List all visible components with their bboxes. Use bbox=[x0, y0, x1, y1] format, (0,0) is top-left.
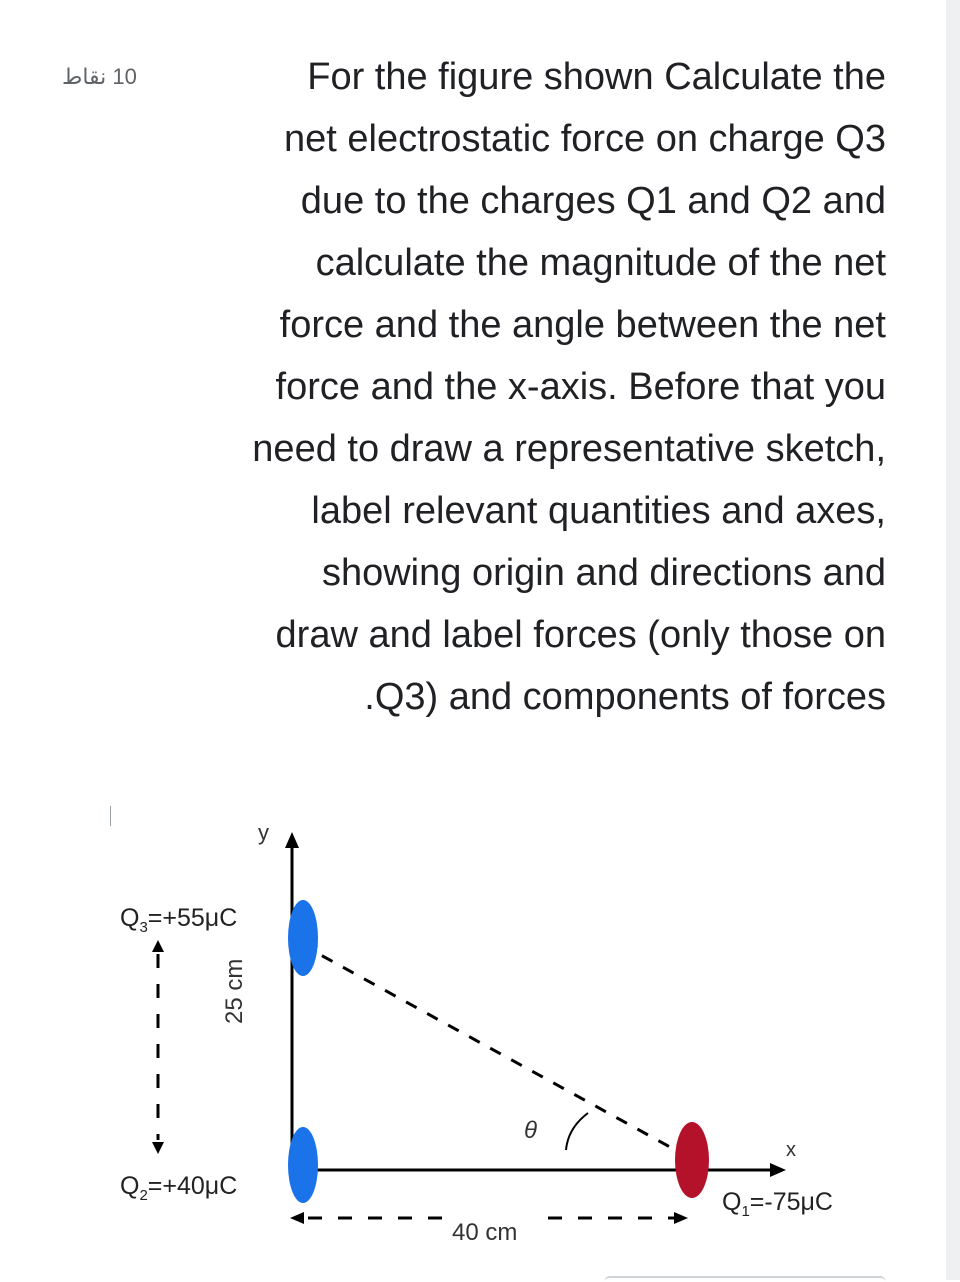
y-axis-label: y bbox=[258, 820, 269, 845]
theta-angle-arc bbox=[566, 1113, 588, 1150]
question-line: net electrostatic force on charge Q3 bbox=[284, 118, 886, 160]
q2-charge bbox=[288, 1127, 318, 1203]
vertical-distance-label: 25 cm bbox=[221, 958, 248, 1024]
q1-label: $Q_1=-75\mu C$ bbox=[722, 1188, 833, 1220]
theta-label: θ bbox=[524, 1117, 538, 1144]
question-line: .Q3) and components of forces bbox=[364, 676, 886, 718]
q1-q3-dashed-line bbox=[308, 948, 690, 1158]
question-line: due to the charges Q1 and Q2 and bbox=[300, 180, 886, 222]
x-axis-arrow-icon bbox=[770, 1163, 786, 1177]
horizontal-distance-label: 40 cm bbox=[452, 1219, 518, 1246]
vertical-dim-up-arrow-icon bbox=[152, 940, 164, 952]
question-text bbox=[140, 46, 886, 728]
question-line: force and the angle between the net bbox=[279, 304, 886, 346]
q2-label: $Q_2=+40\mu C$ bbox=[120, 1172, 238, 1204]
question-line: draw and label forces (only those on bbox=[275, 614, 886, 656]
charges-figure bbox=[0, 780, 960, 1260]
bottom-sheet-edge bbox=[604, 1276, 886, 1282]
q3-charge bbox=[288, 900, 318, 976]
x-axis-label: x bbox=[786, 1139, 796, 1161]
q3-label: $Q_3=+55\mu C$ bbox=[120, 904, 238, 936]
question-line: showing origin and directions and bbox=[321, 552, 886, 594]
question-line: need to draw a representative sketch, bbox=[252, 428, 886, 470]
y-axis-arrow-icon bbox=[285, 832, 299, 848]
vertical-dim-down-arrow-icon bbox=[152, 1142, 164, 1154]
points-label: 10 نقاط bbox=[62, 64, 137, 89]
question-line: calculate the magnitude of the net bbox=[315, 242, 886, 284]
question-line: label relevant quantities and axes, bbox=[311, 490, 886, 532]
question-line: For the figure shown Calculate the bbox=[307, 56, 886, 98]
horizontal-dim-left-arrow-icon bbox=[290, 1212, 304, 1224]
q1-charge bbox=[675, 1122, 709, 1198]
horizontal-dim-right-arrow-icon bbox=[674, 1212, 688, 1224]
question-line: force and the x-axis. Before that you bbox=[275, 366, 886, 408]
